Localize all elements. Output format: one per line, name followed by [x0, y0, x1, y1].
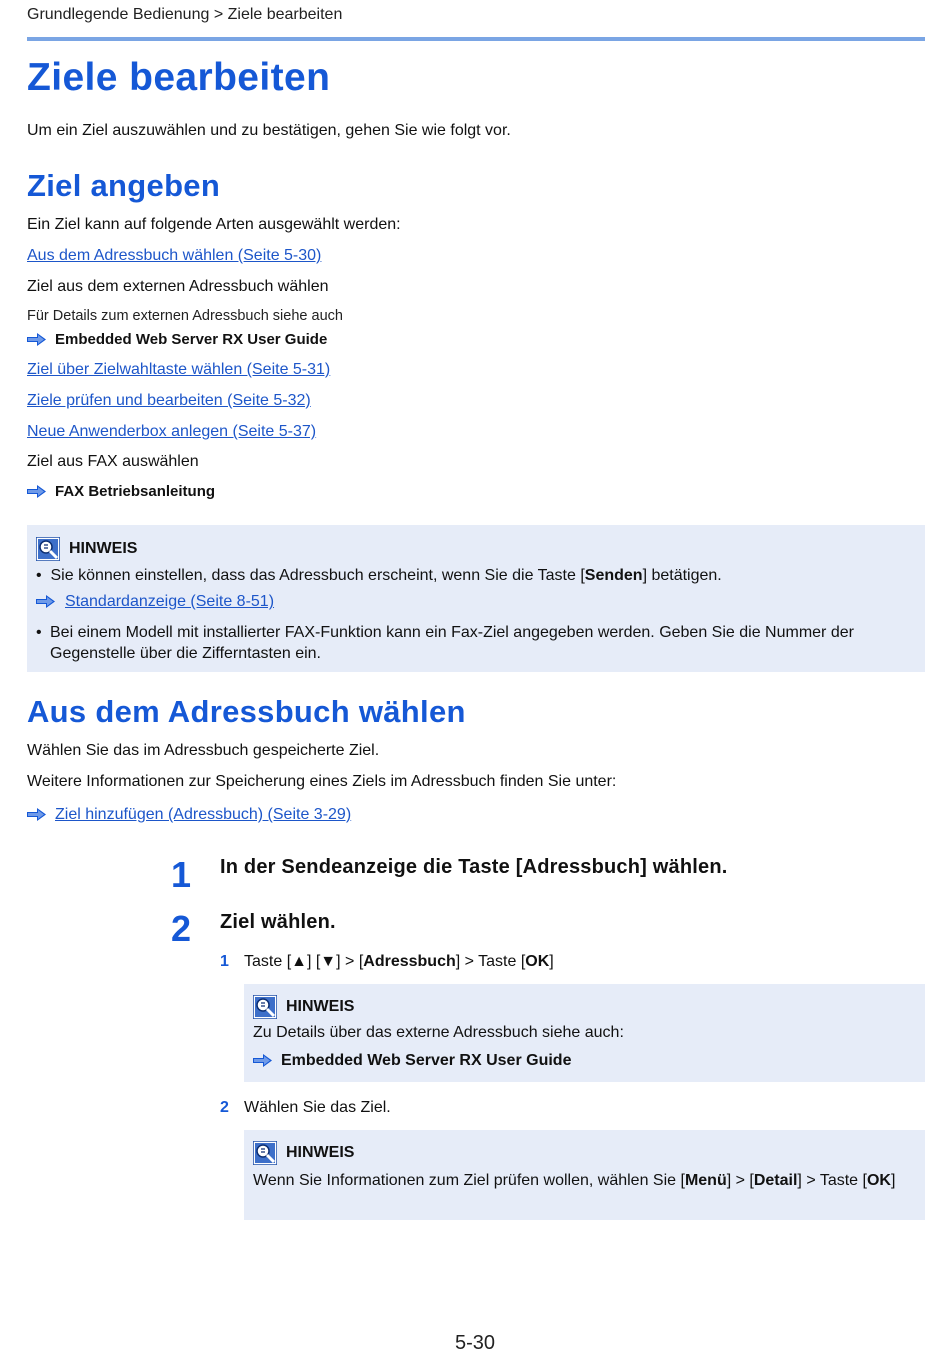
arrow-right-icon [27, 808, 46, 821]
note-label: HINWEIS [286, 1144, 355, 1162]
page-title: Ziele bearbeiten [27, 56, 331, 99]
step-number-1: 1 [171, 854, 192, 895]
note-header [253, 995, 354, 1019]
external-ref-text: Embedded Web Server RX User Guide [55, 331, 328, 348]
section2-p1: Wählen Sie das im Adressbuch gespeicherte Ziel. [27, 742, 380, 759]
fax-title: Ziel aus FAX auswählen [27, 453, 199, 470]
step-title-2: Ziel wählen. [220, 911, 336, 933]
link-new-box[interactable]: Neue Anwenderbox anlegen (Seite 5-37) [27, 423, 317, 440]
note3-text: Wenn Sie Informationen zum Ziel prüfen wollen, wählen Sie [Menü] > [Detail] > Taste [OK] [253, 1172, 896, 1189]
intro-text: Um ein Ziel auszuwählen und zu bestätigen, gehen Sie wie folgt vor. [27, 122, 511, 139]
note-label: HINWEIS [69, 540, 138, 558]
note-header [253, 1141, 354, 1165]
substep-text-1: Taste [▲] [▼] > [Adressbuch] > Taste [OK] [244, 953, 554, 970]
link-addressbook[interactable]: Aus dem Adressbuch wählen (Seite 5-30) [27, 247, 322, 264]
section2-p2: Weitere Informationen zur Speicherung eines Ziels im Adressbuch finden Sie unter: [27, 773, 617, 790]
breadcrumb: Grundlegende Bedienung > Ziele bearbeiten [27, 6, 343, 23]
link-check-edit[interactable]: Ziele prüfen und bearbeiten (Seite 5-32) [27, 392, 311, 409]
external-addressbook-detail: Für Details zum externen Adressbuch siehe auch [27, 308, 343, 324]
note2-ref-text: Embedded Web Server RX User Guide [281, 1052, 572, 1069]
note1-bullet-2: • Bei einem Modell mit installierter FAX-Funktion kann ein Fax-Ziel angegeben werden. Geben Sie die Nummer der Gegenstelle über die Zifferntasten ein. [36, 624, 854, 662]
link-standard-display[interactable]: Standardanzeige (Seite 8-51) [65, 593, 275, 610]
step-title-1: In der Sendeanzeige die Taste [Adressbuch] wählen. [220, 856, 728, 878]
substep-text-2: Wählen Sie das Ziel. [244, 1099, 391, 1116]
note-box-3 [244, 1130, 925, 1220]
note2-text: Zu Details über das externe Adressbuch siehe auch: [253, 1024, 624, 1041]
note-box-2 [244, 984, 925, 1082]
step-number-2: 2 [171, 908, 192, 949]
section-heading-addressbook: Aus dem Adressbuch wählen [27, 694, 466, 729]
arrow-right-icon [253, 1054, 272, 1067]
section2-link-row [27, 806, 351, 824]
arrow-right-icon [27, 333, 46, 346]
section-heading-ziel-angeben: Ziel angeben [27, 168, 221, 203]
arrow-right-icon [36, 595, 55, 608]
note-magnifier-icon [253, 1141, 277, 1165]
external-ref-row [27, 331, 327, 349]
note1-link-row [36, 593, 274, 611]
note2-ref-row [253, 1052, 571, 1070]
fax-ref-row [27, 483, 215, 501]
note1-bullet-1: • Sie können einstellen, dass das Adressbuch erscheint, wenn Sie die Taste [Senden] betätigen. [36, 567, 722, 584]
note-magnifier-icon [253, 995, 277, 1019]
note-box-1 [27, 525, 925, 672]
fax-ref-text: FAX Betriebsanleitung [55, 483, 216, 500]
note-label: HINWEIS [286, 998, 355, 1016]
arrow-right-icon [27, 485, 46, 498]
section1-lead: Ein Ziel kann auf folgende Arten ausgewählt werden: [27, 216, 401, 233]
substep-number-1: 1 [220, 953, 229, 970]
note-magnifier-icon [36, 537, 60, 561]
link-add-destination[interactable]: Ziel hinzufügen (Adressbuch) (Seite 3-29) [55, 806, 352, 823]
link-onetouch[interactable]: Ziel über Zielwahltaste wählen (Seite 5-31) [27, 361, 331, 378]
external-addressbook-title: Ziel aus dem externen Adressbuch wählen [27, 278, 329, 295]
substep-number-2: 2 [220, 1099, 229, 1116]
note-header [36, 537, 137, 561]
header-divider [27, 37, 925, 41]
page-number: 5-30 [454, 1332, 496, 1354]
